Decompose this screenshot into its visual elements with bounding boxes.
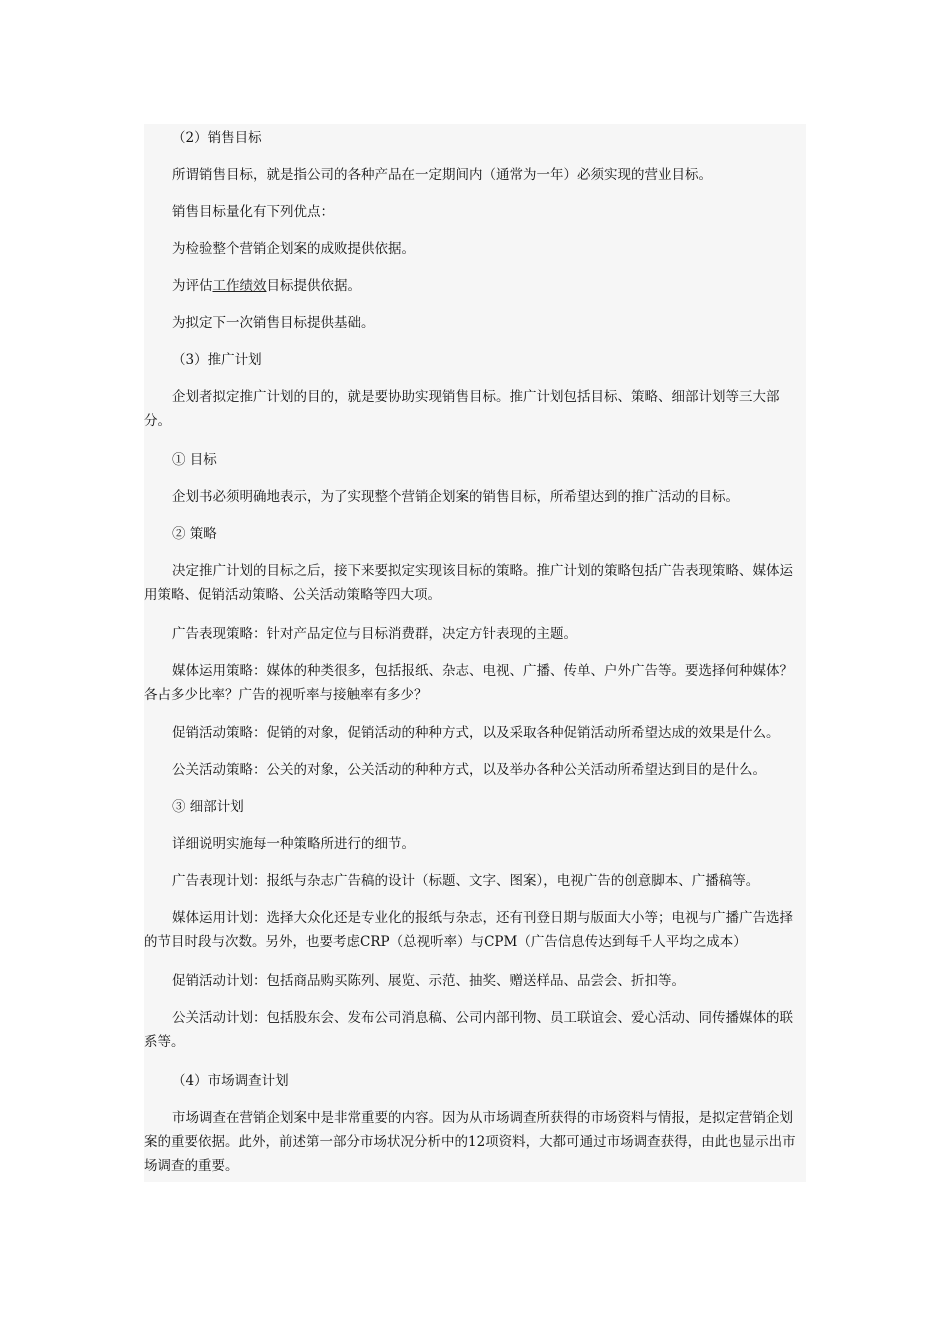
paragraph: 媒体运用计划：选择大众化还是专业化的报纸与杂志，还有刊登日期与版面大小等；电视与广播广告选择的节目时段与次数。另外，也要考虑CRP（总视听率）与CPM（广告信息传达到每千人平均之成本）	[144, 910, 793, 950]
paragraph-with-link	[144, 274, 806, 298]
document-body	[144, 124, 806, 1182]
subheading-target: ① 目标	[172, 452, 217, 468]
paragraph: 促销活动策略：促销的对象，促销活动的种种方式，以及采取各种促销活动所希望达成的效果是什么。	[172, 725, 780, 741]
paragraph: 促销活动计划：包括商品购买陈列、展览、示范、抽奖、赠送样品、品尝会、折扣等。	[172, 973, 685, 989]
work-performance-link[interactable]: 工作绩效	[212, 278, 267, 294]
link-prefix: 为评估	[172, 278, 213, 294]
subheading-strategy: ② 策略	[172, 526, 217, 542]
paragraph: 销售目标量化有下列优点：	[172, 204, 334, 220]
paragraph: 媒体运用策略：媒体的种类很多，包括报纸、杂志、电视、广播、传单、户外广告等。要选择何种媒体？各占多少比率？广告的视听率与接触率有多少？	[144, 663, 793, 703]
heading-market-research: （4）市场调查计划	[172, 1073, 289, 1089]
paragraph: 为拟定下一次销售目标提供基础。	[172, 315, 375, 331]
paragraph: 市场调查在营销企划案中是非常重要的内容。因为从市场调查所获得的市场资料与情报，是拟定营销企划案的重要依据。此外，前述第一部分市场状况分析中的12项资料，大都可通过市场调查获得，由此也显示出市场调查的重要。	[144, 1110, 796, 1174]
paragraph: 详细说明实施每一种策略所进行的细节。	[172, 836, 415, 852]
heading-sales-target: （2）销售目标	[172, 130, 262, 146]
subheading-detail-plan: ③ 细部计划	[172, 799, 244, 815]
paragraph: 广告表现计划：报纸与杂志广告稿的设计（标题、文字、图案），电视广告的创意脚本、广播稿等。	[172, 873, 760, 889]
paragraph: 所谓销售目标，就是指公司的各种产品在一定期间内（通常为一年）必须实现的营业目标。	[172, 167, 712, 183]
paragraph: 广告表现策略：针对产品定位与目标消费群，决定方针表现的主题。	[172, 626, 577, 642]
paragraph: 企划书必须明确地表示，为了实现整个营销企划案的销售目标，所希望达到的推广活动的目标。	[172, 489, 739, 505]
paragraph: 为检验整个营销企划案的成败提供依据。	[172, 241, 415, 257]
paragraph: 公关活动策略：公关的对象，公关活动的种种方式，以及举办各种公关活动所希望达到目的是什么。	[172, 762, 766, 778]
heading-promotion-plan: （3）推广计划	[172, 352, 262, 368]
paragraph: 决定推广计划的目标之后，接下来要拟定实现该目标的策略。推广计划的策略包括广告表现策略、媒体运用策略、促销活动策略、公关活动策略等四大项。	[144, 563, 793, 603]
paragraph: 公关活动计划：包括股东会、发布公司消息稿、公司内部刊物、员工联谊会、爱心活动、同传播媒体的联系等。	[144, 1010, 793, 1050]
link-suffix: 目标提供依据。	[266, 278, 361, 294]
paragraph: 企划者拟定推广计划的目的，就是要协助实现销售目标。推广计划包括目标、策略、细部计划等三大部分。	[144, 389, 780, 429]
